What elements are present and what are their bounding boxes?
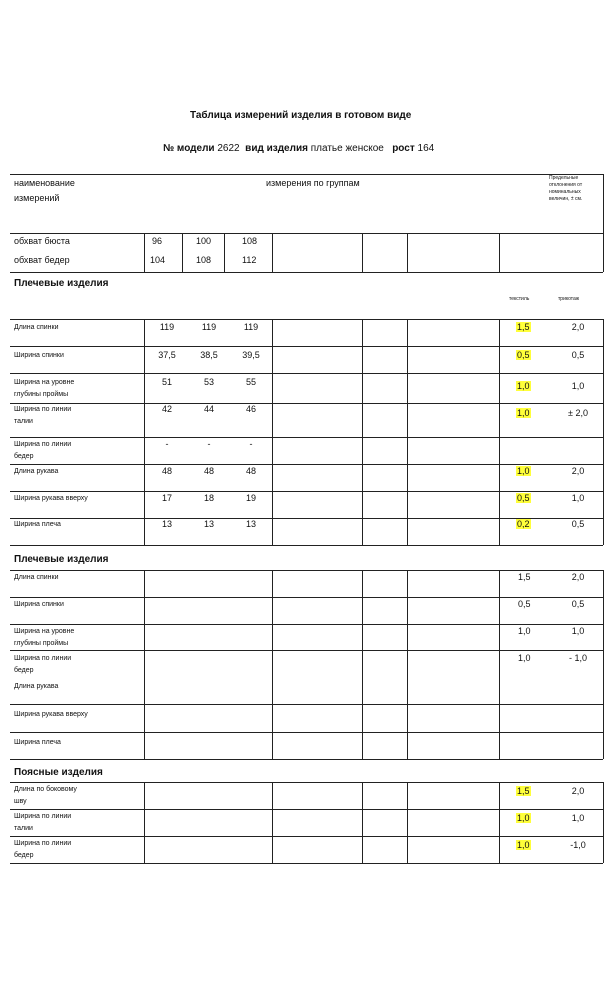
row-value: 53 — [203, 377, 214, 387]
column-divider — [272, 782, 273, 863]
column-divider — [407, 570, 408, 759]
body-row-name: обхват бедер — [14, 255, 70, 265]
row-value: 119 — [159, 322, 175, 332]
row-divider — [10, 319, 603, 320]
row-label-3: Длина рукава — [14, 683, 59, 690]
column-divider — [499, 570, 500, 759]
row-label-2: талии — [14, 418, 33, 425]
document-title: Таблица измерений изделия в готовом виде — [190, 110, 412, 121]
row-divider — [10, 346, 603, 347]
column-divider — [407, 319, 408, 545]
row-label: Ширина по линии — [14, 406, 72, 413]
highlighted-value: 0,5 — [517, 350, 530, 360]
column-divider — [144, 782, 145, 863]
column-divider — [362, 319, 363, 545]
row-value: 13 — [161, 519, 172, 529]
highlighted-value: 1,0 — [517, 381, 530, 391]
column-divider — [224, 233, 225, 272]
header-tolerance — [549, 175, 582, 203]
tolerance-knit: 0,5 — [571, 519, 585, 529]
model-label: № модели — [163, 143, 215, 154]
tolerance-knit: 0,5 — [571, 350, 585, 360]
highlighted-value: 1,0 — [517, 466, 530, 476]
column-divider — [272, 570, 273, 759]
row-divider — [10, 373, 603, 374]
tolerance-knit: - 1,0 — [568, 653, 587, 663]
column-divider — [272, 319, 273, 545]
document-subtitle — [163, 143, 434, 154]
row-divider — [10, 650, 603, 651]
row-divider — [10, 233, 603, 234]
highlighted-value: 0,2 — [517, 519, 530, 529]
column-divider — [362, 233, 363, 272]
row-label: Ширина плеча — [14, 739, 61, 746]
row-value: - — [165, 439, 169, 449]
column-header-textile: текстиль — [509, 296, 530, 302]
highlighted-value: 1,0 — [517, 408, 530, 418]
row-value: - — [249, 439, 253, 449]
row-label: Ширина по линии — [14, 655, 72, 662]
kind-value: платье женское — [310, 143, 384, 154]
row-label: Ширина на уровне — [14, 628, 75, 635]
row-divider — [10, 437, 603, 438]
row-value: 119 — [201, 322, 217, 332]
row-label-2: талии — [14, 825, 33, 832]
row-divider — [10, 518, 603, 519]
highlighted-value: 0,5 — [517, 493, 530, 503]
tolerance-knit: 2,0 — [571, 786, 585, 796]
row-value: 39,5 — [242, 350, 260, 360]
row-divider — [10, 464, 603, 465]
row-label: Ширина спинки — [14, 352, 64, 359]
row-divider — [10, 782, 603, 783]
tolerance-line: Предельные — [549, 175, 579, 181]
column-divider — [182, 233, 183, 272]
body-row-value: 108 — [196, 255, 212, 265]
tolerance-textile — [516, 381, 531, 391]
row-divider — [10, 597, 603, 598]
tolerance-textile — [516, 519, 531, 529]
row-value: 17 — [161, 493, 172, 503]
tolerance-line: величин, ± см. — [549, 196, 583, 202]
row-value: 48 — [161, 466, 172, 476]
row-label: Ширина на уровне — [14, 379, 75, 386]
column-divider — [499, 233, 500, 272]
row-value: 38,5 — [200, 350, 218, 360]
tolerance-textile — [516, 840, 531, 850]
row-divider — [10, 272, 603, 273]
row-divider — [10, 403, 603, 404]
row-value: 51 — [161, 377, 172, 387]
row-divider — [10, 570, 603, 571]
model-value: 2622 — [217, 143, 240, 154]
column-divider — [603, 782, 604, 863]
row-label: Ширина по линии — [14, 441, 72, 448]
column-divider — [144, 570, 145, 759]
tolerance-knit: 1,0 — [571, 493, 585, 503]
tolerance-textile: 1,0 — [518, 653, 531, 663]
row-value: 13 — [245, 519, 256, 529]
row-divider — [10, 863, 603, 864]
tolerance-line: отклонения от — [549, 182, 583, 188]
row-label-2: бедер — [14, 667, 34, 674]
highlighted-value: 1,5 — [517, 322, 530, 332]
height-label: рост — [392, 143, 415, 154]
column-divider — [144, 233, 145, 272]
column-divider — [407, 782, 408, 863]
column-divider — [499, 319, 500, 545]
header-groups-label: измерения по группам — [266, 178, 360, 188]
body-row-value: 100 — [196, 236, 212, 246]
row-value: 18 — [203, 493, 214, 503]
column-divider — [362, 570, 363, 759]
body-row-value: 104 — [150, 255, 166, 265]
column-header-knit: трикотаж — [558, 296, 580, 302]
column-divider — [603, 319, 604, 545]
row-label-2: шву — [14, 798, 27, 805]
column-divider — [603, 570, 604, 759]
row-label: Ширина по линии — [14, 840, 72, 847]
row-divider — [10, 624, 603, 625]
row-label: Ширина по линии — [14, 813, 72, 820]
height-value: 164 — [417, 143, 435, 154]
row-value: 48 — [203, 466, 214, 476]
row-label: Длина спинки — [14, 574, 59, 581]
column-divider — [362, 782, 363, 863]
kind-label: вид изделия — [245, 143, 308, 154]
column-divider — [144, 319, 145, 545]
column-divider — [272, 233, 273, 272]
highlighted-value: 1,5 — [517, 786, 530, 796]
column-divider — [499, 782, 500, 863]
row-value: 46 — [245, 404, 256, 414]
row-label-2: глубины проймы — [14, 640, 69, 647]
tolerance-knit: 1,0 — [571, 813, 585, 823]
row-value: 13 — [203, 519, 214, 529]
row-label: Ширина спинки — [14, 601, 64, 608]
row-label: Длина рукава — [14, 468, 59, 475]
section-title: Плечевые изделия — [14, 554, 109, 565]
tolerance-line: номинальных — [549, 189, 581, 195]
row-label: Длина по боковому — [14, 786, 77, 793]
row-value: 42 — [161, 404, 172, 414]
tolerance-textile: 1,0 — [518, 626, 531, 636]
tolerance-knit: 0,5 — [571, 599, 585, 609]
tolerance-textile — [516, 786, 531, 796]
header-name-label: наименование — [14, 178, 75, 188]
row-divider — [10, 809, 603, 810]
tolerance-textile — [516, 408, 531, 418]
body-row-name: обхват бюста — [14, 236, 70, 246]
column-divider — [603, 174, 604, 272]
tolerance-knit: 1,0 — [571, 381, 585, 391]
tolerance-knit: 2,0 — [571, 322, 585, 332]
tolerance-textile — [516, 350, 531, 360]
row-label: Ширина плеча — [14, 521, 61, 528]
row-label-2: бедер — [14, 453, 34, 460]
column-divider — [407, 233, 408, 272]
row-label-2: глубины проймы — [14, 391, 69, 398]
row-divider — [10, 704, 603, 705]
tolerance-textile — [516, 466, 531, 476]
row-value: 119 — [243, 322, 259, 332]
tolerance-textile — [516, 493, 531, 503]
row-divider — [10, 174, 603, 175]
row-value: 44 — [203, 404, 214, 414]
highlighted-value: 1,0 — [517, 840, 530, 850]
tolerance-knit: 1,0 — [571, 626, 585, 636]
row-label: Ширина рукава вверху — [14, 711, 88, 718]
row-divider — [10, 545, 603, 546]
row-label: Ширина рукава вверху — [14, 495, 88, 502]
row-value: 37,5 — [158, 350, 176, 360]
tolerance-textile: 1,5 — [518, 572, 531, 582]
row-divider — [10, 491, 603, 492]
row-value: 48 — [245, 466, 256, 476]
row-value: 55 — [245, 377, 256, 387]
section-title: Поясные изделия — [14, 767, 103, 778]
row-value: 19 — [245, 493, 256, 503]
tolerance-textile: 0,5 — [518, 599, 531, 609]
tolerance-knit: 2,0 — [571, 572, 585, 582]
row-divider — [10, 732, 603, 733]
row-value: - — [207, 439, 211, 449]
row-label-2: бедер — [14, 852, 34, 859]
row-divider — [10, 759, 603, 760]
section-title: Плечевые изделия — [14, 278, 109, 289]
tolerance-textile — [516, 813, 531, 823]
body-row-value: 112 — [242, 255, 257, 265]
row-divider — [10, 836, 603, 837]
tolerance-knit: ± 2,0 — [568, 408, 588, 418]
body-row-value: 108 — [242, 236, 258, 246]
highlighted-value: 1,0 — [517, 813, 530, 823]
tolerance-knit: 2,0 — [571, 466, 585, 476]
tolerance-textile — [516, 322, 531, 332]
row-label: Длина спинки — [14, 324, 59, 331]
tolerance-knit: -1,0 — [570, 840, 586, 850]
body-row-value: 96 — [152, 236, 163, 246]
header-name-label-2: измерений — [14, 193, 60, 203]
